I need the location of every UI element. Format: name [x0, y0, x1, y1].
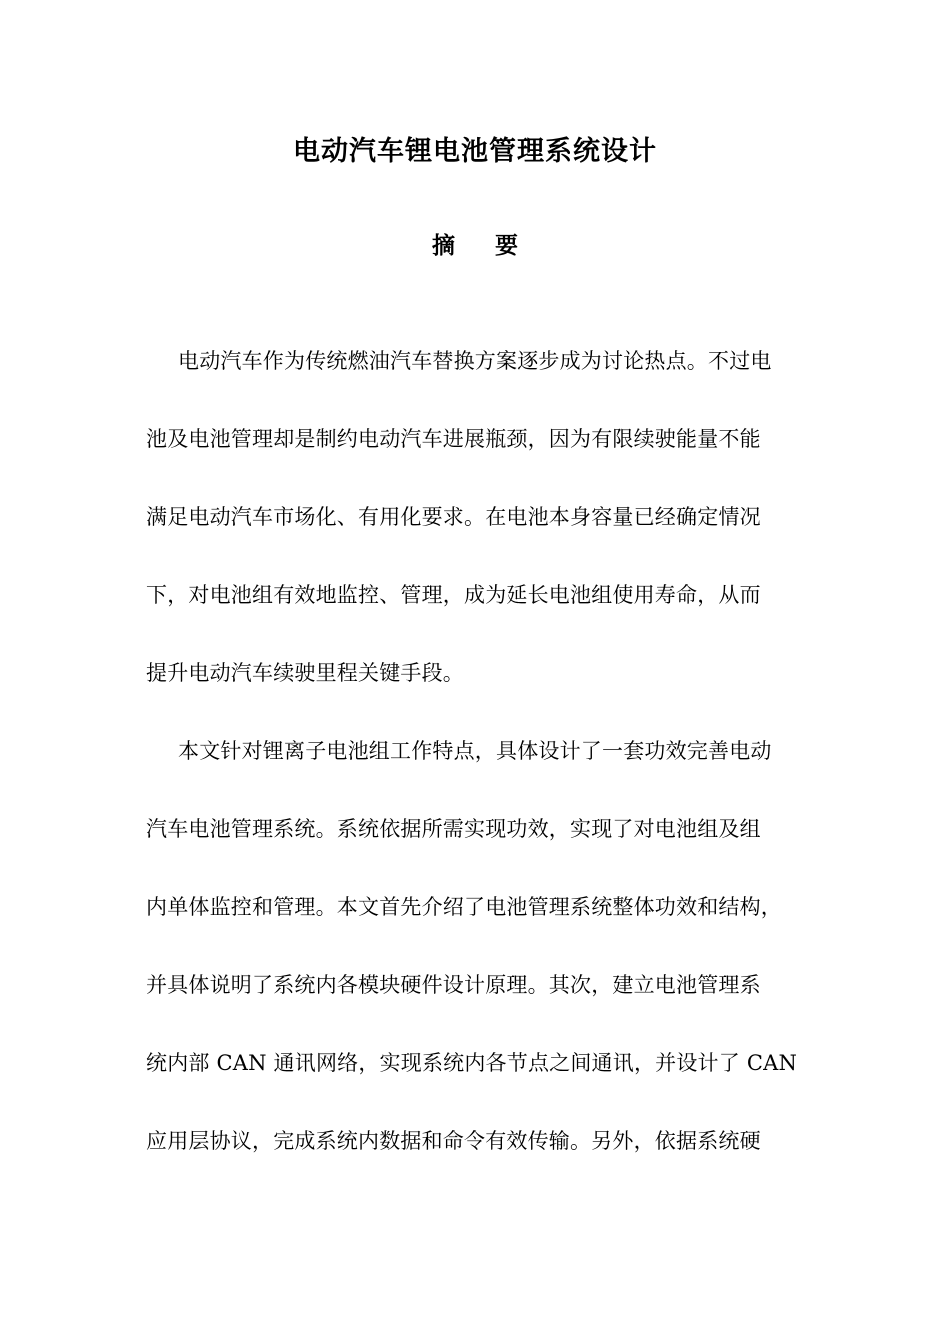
paragraph-line: 提升电动汽车续驶里程关键手段。 [146, 661, 464, 685]
abstract-heading: 摘 要 [431, 233, 534, 259]
paragraph-line: 统内部 CAN 通讯网络，实现系统内各节点之间通讯，并设计了 CAN [146, 1051, 798, 1075]
paragraph-line: 本文针对锂离子电池组工作特点，具体设计了一套功效完善电动 [178, 739, 772, 763]
paragraph-line: 汽车电池管理系统。系统依据所需实现功效，实现了对电池组及组 [146, 817, 761, 841]
abstract-body [146, 340, 826, 1198]
paragraph-line: 应用层协议，完成系统内数据和命令有效传输。另外，依据系统硬 [146, 1129, 761, 1153]
paragraph-line: 满足电动汽车市场化、有用化要求。在电池本身容量已经确定情况 [146, 505, 761, 529]
document-title: 电动汽车锂电池管理系统设计 [293, 136, 657, 167]
paragraph-line: 池及电池管理却是制约电动汽车进展瓶颈，因为有限续驶能量不能 [146, 427, 761, 451]
paragraph-line: 电动汽车作为传统燃油汽车替换方案逐步成为讨论热点。不过电 [178, 349, 772, 373]
paragraph-line: 下，对电池组有效地监控、管理，成为延长电池组使用寿命，从而 [146, 583, 761, 607]
paragraph-line: 并具体说明了系统内各模块硬件设计原理。其次，建立电池管理系 [146, 973, 761, 997]
paragraph-line: 内单体监控和管理。本文首先介绍了电池管理系统整体功效和结构， [146, 895, 782, 919]
